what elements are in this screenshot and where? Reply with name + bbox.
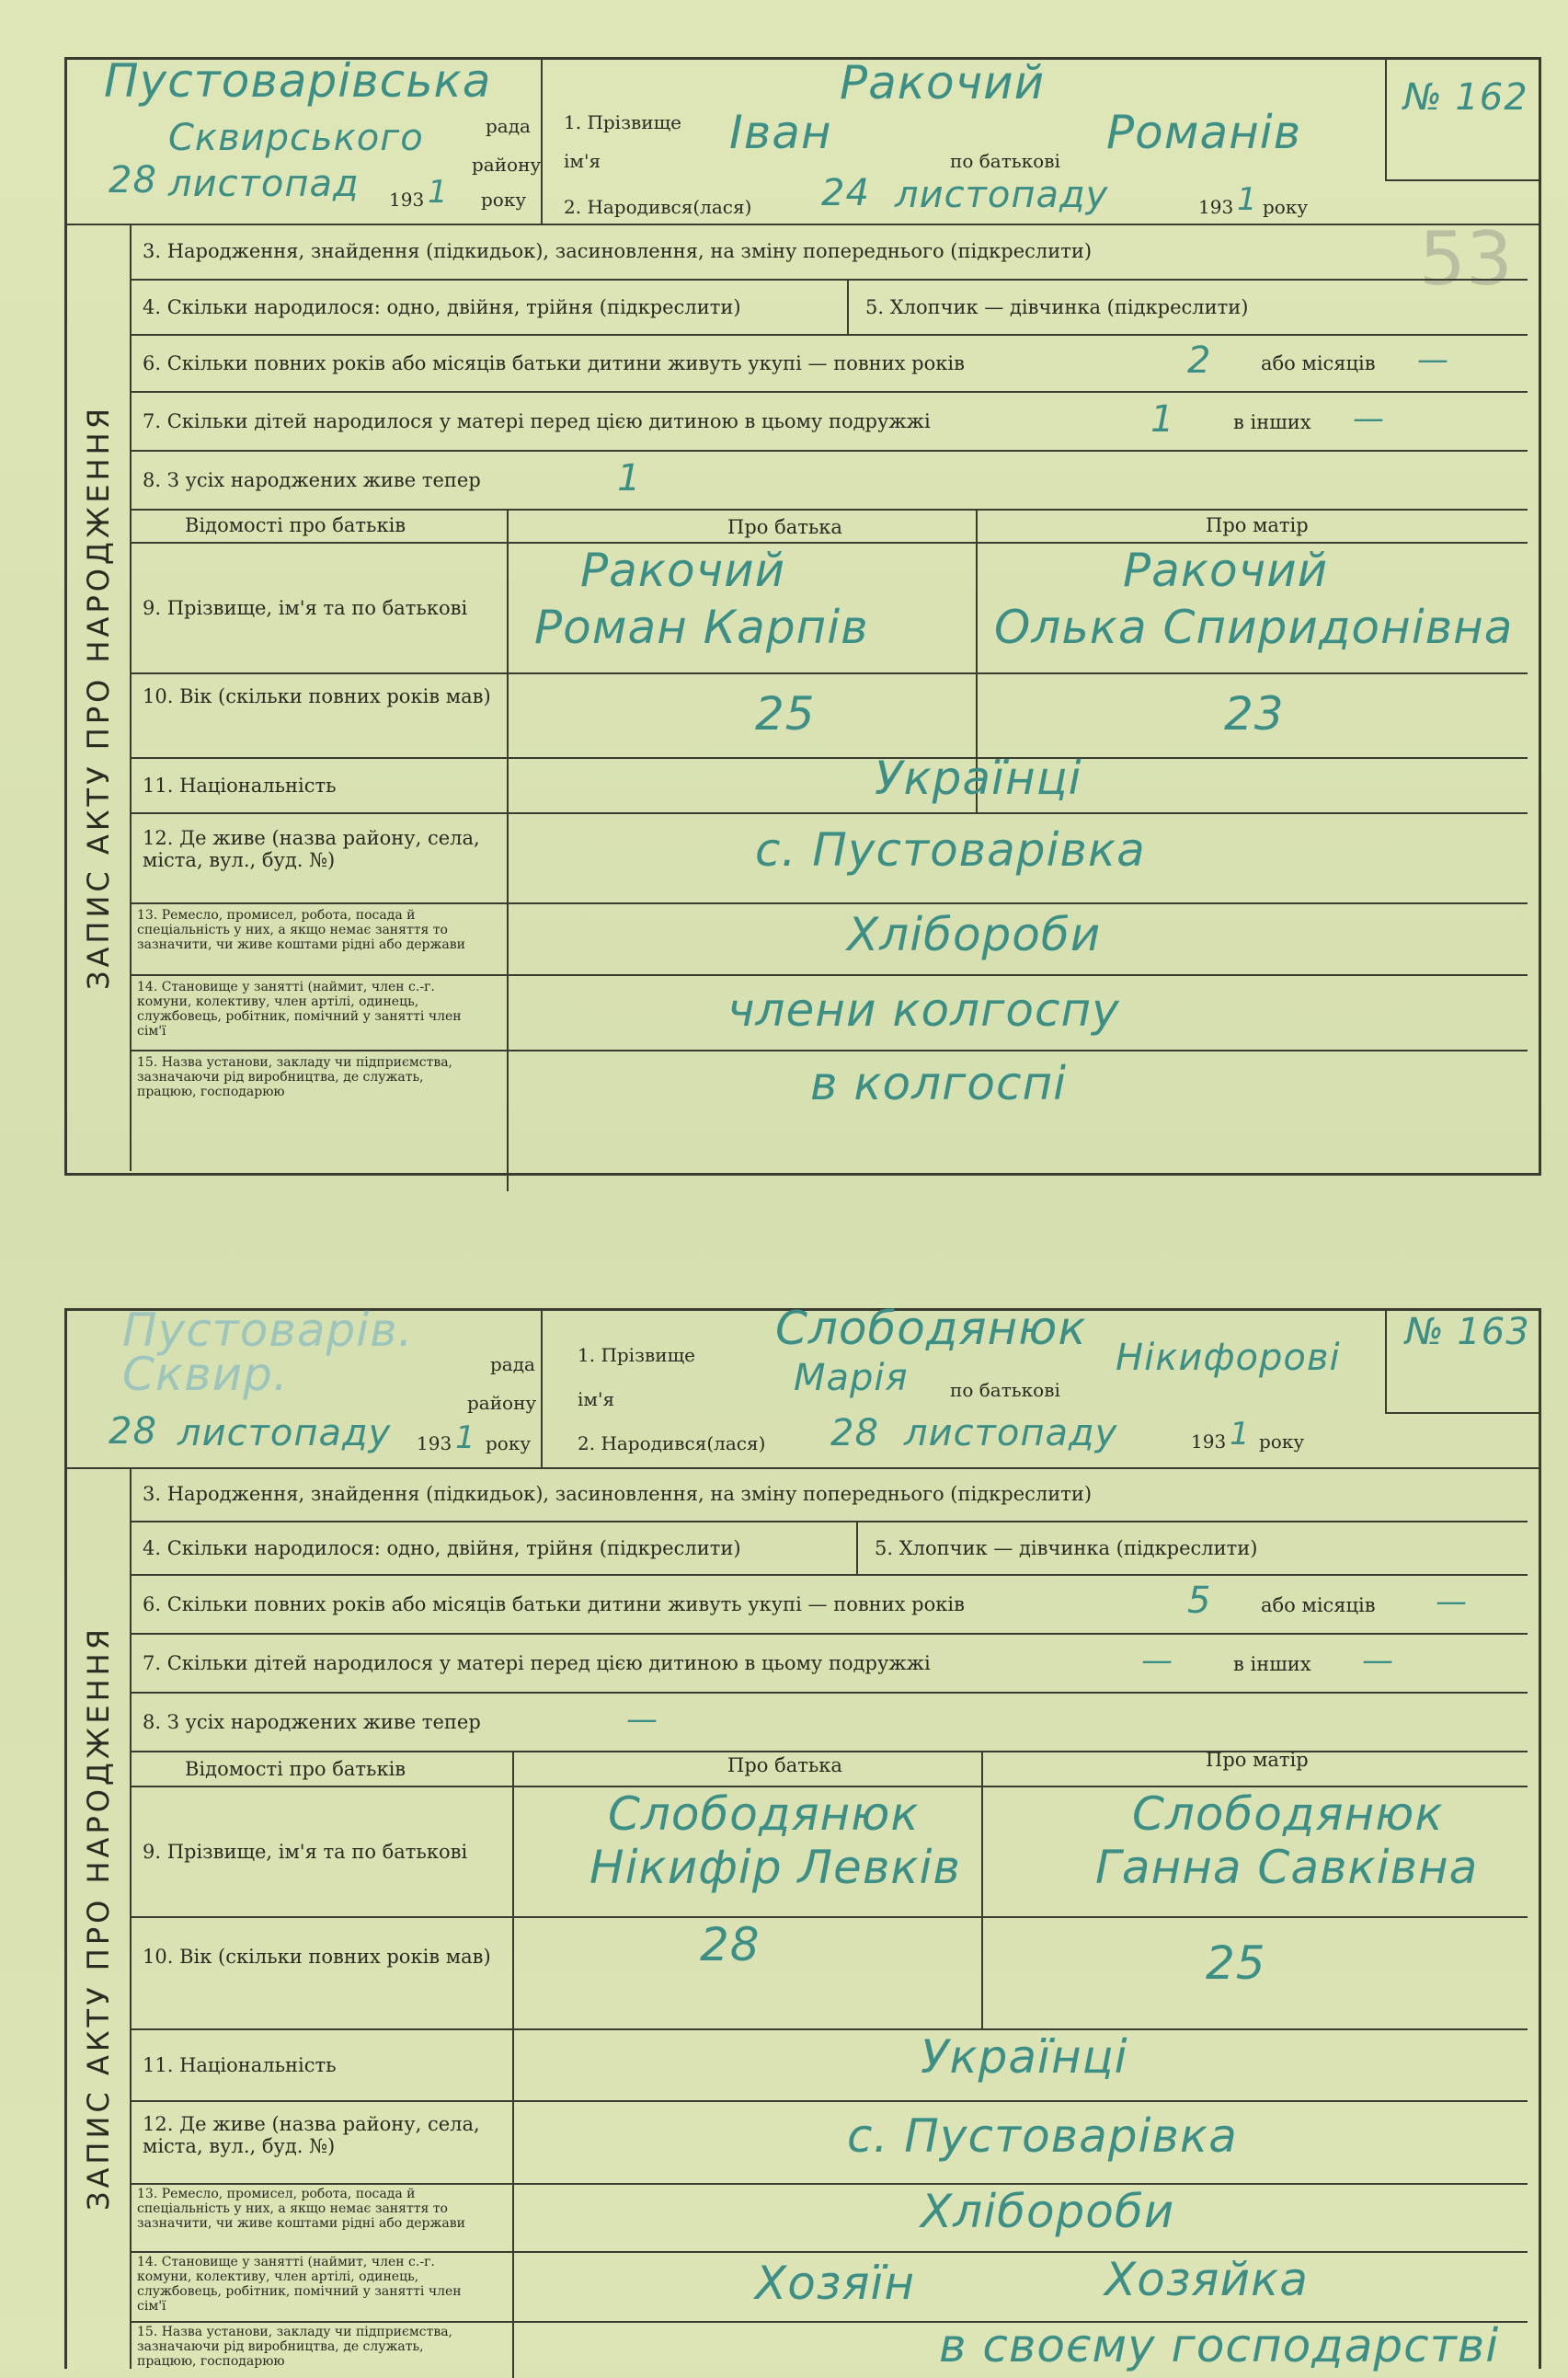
row-7: 7. Скільки дітей народилося у матері перед цією дитиною в цьому подружжі — в інших —	[130, 1635, 1528, 1694]
row-15: 15. Назва установи, закладу чи підприємства, зазначаючи рід виробництва, де служать, працюю, господарюю в своєму господарстві	[137, 2319, 1500, 2372]
row-9: 9. Прізвище, ім'я та по батькові Слободянюк Нікифір Левків Слободянюк Ганна Савківна	[130, 1787, 1528, 1918]
status-father: Хозяїн	[755, 2257, 916, 2310]
row-8: 8. З усіх народжених живе тепер 1	[130, 452, 1528, 511]
born-year-prefix: 193	[1191, 1430, 1227, 1453]
row-6: 6. Скільки повних років або місяців батьки дитини живуть укупі — повних років 5 або місяців —	[130, 1576, 1528, 1635]
father-surname: Слободянюк	[608, 1787, 920, 1841]
row-4-5: 4. Скільки народилося: одно, двійня, трійня (підкреслити) 5. Хлопчик — дівчинка (підкреслити)	[130, 281, 1528, 336]
mother-surname: Ракочий	[1123, 544, 1329, 597]
child-patronymic: Нікифорові	[1116, 1337, 1341, 1379]
name-label: ім'я	[578, 1388, 615, 1410]
born-day: 24	[821, 172, 870, 214]
r6-months: —	[1436, 1583, 1468, 1620]
row-15: 15. Назва установи, закладу чи підприємства, зазначаючи рід виробництва, де служать, працюю, господарюю в колгоспі	[137, 1055, 1068, 1110]
reg-year-prefix: 193	[389, 189, 425, 211]
reg-year-suffix: 1	[455, 1419, 476, 1456]
parents-header-row: Відомості про батьків Про батька Про матір	[130, 511, 1528, 544]
row-3: 3. Народження, знайдення (підкидьок), засиновлення, на зміну попереднього (підкреслити)	[130, 224, 1528, 281]
council-block	[67, 1304, 543, 1467]
residence: с. Пустоварівка	[847, 2109, 1238, 2163]
born-month: листопаду	[895, 174, 1109, 216]
father-name: Нікифір Левків	[589, 1841, 961, 1894]
record-number-box	[1385, 1311, 1539, 1414]
row-10: 10. Вік (скільки повних років мав) 25 23	[130, 674, 1528, 759]
residence: с. Пустоварівка	[755, 823, 1146, 877]
row-11: 11. Національність Українці	[130, 2030, 1528, 2102]
district-label: району	[467, 1392, 537, 1414]
workplace: в колгоспі	[810, 1057, 1068, 1110]
row-4-5: 4. Скільки народилося: одно, двійня, трійня (підкреслити) 5. Хлопчик — дівчинка (підкреслити)	[130, 1522, 1528, 1576]
father-surname: Ракочий	[580, 544, 786, 597]
birth-record-162	[64, 54, 1541, 1176]
reg-year-label: року	[481, 189, 527, 211]
reg-year-label: року	[486, 1432, 532, 1454]
r7-value: —	[1141, 1642, 1173, 1679]
row-14: 14. Становище у занятті (наймит, член с.-г. комуни, колективу, член артілі, одинець, службовець, робітник, помічний у занятті член сім'ї члени колгоспу	[130, 976, 1528, 1051]
row-8: 8. З усіх народжених живе тепер —	[130, 1694, 1528, 1752]
row-7: 7. Скільки дітей народилося у матері перед цією дитиною в цьому подружжі 1 в інших —	[130, 393, 1528, 452]
row-10: 10. Вік (скільки повних років мав) 28 25	[130, 1918, 1528, 2030]
r6-years: 2	[1187, 339, 1212, 382]
parents-header-row: Відомості про батьків Про батька Про матір	[130, 1752, 1528, 1787]
district-label: району	[472, 154, 542, 176]
record-header	[67, 1302, 1539, 1469]
mother-name: Ганна Савківна	[1095, 1841, 1479, 1894]
margin-number: 53	[1419, 216, 1513, 302]
nationality: Українці	[875, 752, 1082, 805]
nationality: Українці	[921, 2030, 1128, 2084]
surname-label: 1. Прізвище	[578, 1344, 696, 1366]
record-number: № 162	[1403, 76, 1528, 119]
district-name: Сквирського	[168, 117, 424, 159]
born-month: листопаду	[904, 1412, 1118, 1454]
row-3: 3. Народження, знайдення (підкидьок), засиновлення, на зміну попереднього (підкреслити)	[130, 1467, 1528, 1522]
row-13: 13. Ремесло, промисел, робота, посада й спеціальність у них, а якщо немає заняття то зазначити, чи живе коштами рідні або держави Хлібороби	[130, 904, 1528, 976]
name-label: ім'я	[564, 150, 601, 172]
council-label: рада	[490, 1353, 535, 1375]
council-name: Пустоварівська	[104, 54, 492, 108]
father-name: Роман Карпів	[534, 601, 869, 654]
council-block	[67, 54, 543, 224]
father-age: 25	[755, 687, 816, 741]
occupation: Хлібороби	[847, 908, 1102, 961]
reg-day: 28	[109, 1410, 157, 1453]
row-9: 9. Прізвище, ім'я та по батькові Ракочий Роман Карпів Ракочий Олька Спиридонівна	[130, 544, 1528, 674]
reg-month: листопад	[168, 163, 360, 205]
row-13: 13. Ремесло, промисел, робота, посада й спеціальність у них, а якщо немає заняття то зазначити, чи живе коштами рідні або держави Хлібороби	[130, 2185, 1528, 2253]
born-year-suffix: 1	[1230, 1416, 1251, 1453]
born-year-label: року	[1263, 196, 1309, 218]
mother-name: Олька Спиридонівна	[994, 601, 1514, 654]
side-title: ЗАПИС АКТУ ПРО НАРОДЖЕННЯ	[81, 1626, 116, 2211]
side-title-column	[67, 224, 132, 1171]
r6-years: 5	[1187, 1580, 1212, 1622]
r8-value: 1	[617, 457, 642, 500]
council-name: Пустоварів.	[122, 1304, 414, 1357]
born-year-label: року	[1259, 1430, 1305, 1453]
child-surname: Слободянюк	[775, 1302, 1087, 1355]
row-6: 6. Скільки повних років або місяців батьки дитини живуть укупі — повних років 2 або місяців —	[130, 336, 1528, 393]
record-number: № 163	[1405, 1311, 1530, 1353]
r7-other: —	[1362, 1642, 1394, 1679]
row-12: 12. Де живе (назва району, села, міста, вул., буд. №) с. Пустоварівка	[130, 814, 1528, 904]
side-title: ЗАПИС АКТУ ПРО НАРОДЖЕННЯ	[81, 405, 116, 990]
father-age: 28	[700, 1918, 761, 1971]
reg-year-prefix: 193	[417, 1432, 452, 1454]
reg-month: листопаду	[177, 1412, 392, 1454]
workplace: в своєму господарстві	[939, 2319, 1500, 2372]
district-name: Сквир.	[122, 1348, 289, 1401]
r7-other: —	[1353, 400, 1385, 437]
born-label: 2. Народився(лася)	[564, 196, 752, 218]
record-number-box	[1385, 60, 1539, 181]
row-12: 12. Де живе (назва району, села, міста, вул., буд. №) с. Пустоварівка	[130, 2102, 1528, 2185]
r8-value: —	[626, 1701, 658, 1738]
born-day: 28	[830, 1412, 879, 1454]
occupation: Хлібороби	[921, 2185, 1175, 2238]
reg-year-suffix: 1	[428, 174, 449, 211]
status: члени колгоспу	[727, 983, 1120, 1037]
birth-record-163	[64, 1302, 1541, 2372]
child-name: Марія	[794, 1357, 909, 1399]
born-label: 2. Народився(лася)	[578, 1432, 766, 1454]
reg-day: 28	[109, 159, 157, 201]
mother-surname: Слободянюк	[1132, 1787, 1444, 1841]
born-year-suffix: 1	[1237, 181, 1258, 218]
child-patronymic: Романів	[1106, 106, 1302, 159]
r7-value: 1	[1150, 398, 1175, 441]
child-name: Іван	[729, 106, 832, 159]
row-14: 14. Становище у занятті (наймит, член с.-г. комуни, колективу, член артілі, одинець, службовець, робітник, помічний у занятті член сім'ї Хозяїн Хозяйка	[130, 2253, 1528, 2323]
status-mother: Хозяйка	[1104, 2253, 1309, 2306]
r6-months: —	[1417, 341, 1449, 378]
mother-age: 23	[1224, 687, 1285, 741]
patronymic-label: по батькові	[950, 1379, 1060, 1401]
mother-age: 25	[1206, 1936, 1266, 1990]
patronymic-label: по батькові	[950, 150, 1060, 172]
surname-label: 1. Прізвище	[564, 111, 682, 133]
born-year-prefix: 193	[1198, 196, 1234, 218]
row-11: 11. Національність Українці	[130, 759, 1528, 814]
council-label: рада	[486, 115, 531, 137]
side-title-column	[67, 1467, 132, 2369]
child-surname: Ракочий	[840, 56, 1046, 109]
